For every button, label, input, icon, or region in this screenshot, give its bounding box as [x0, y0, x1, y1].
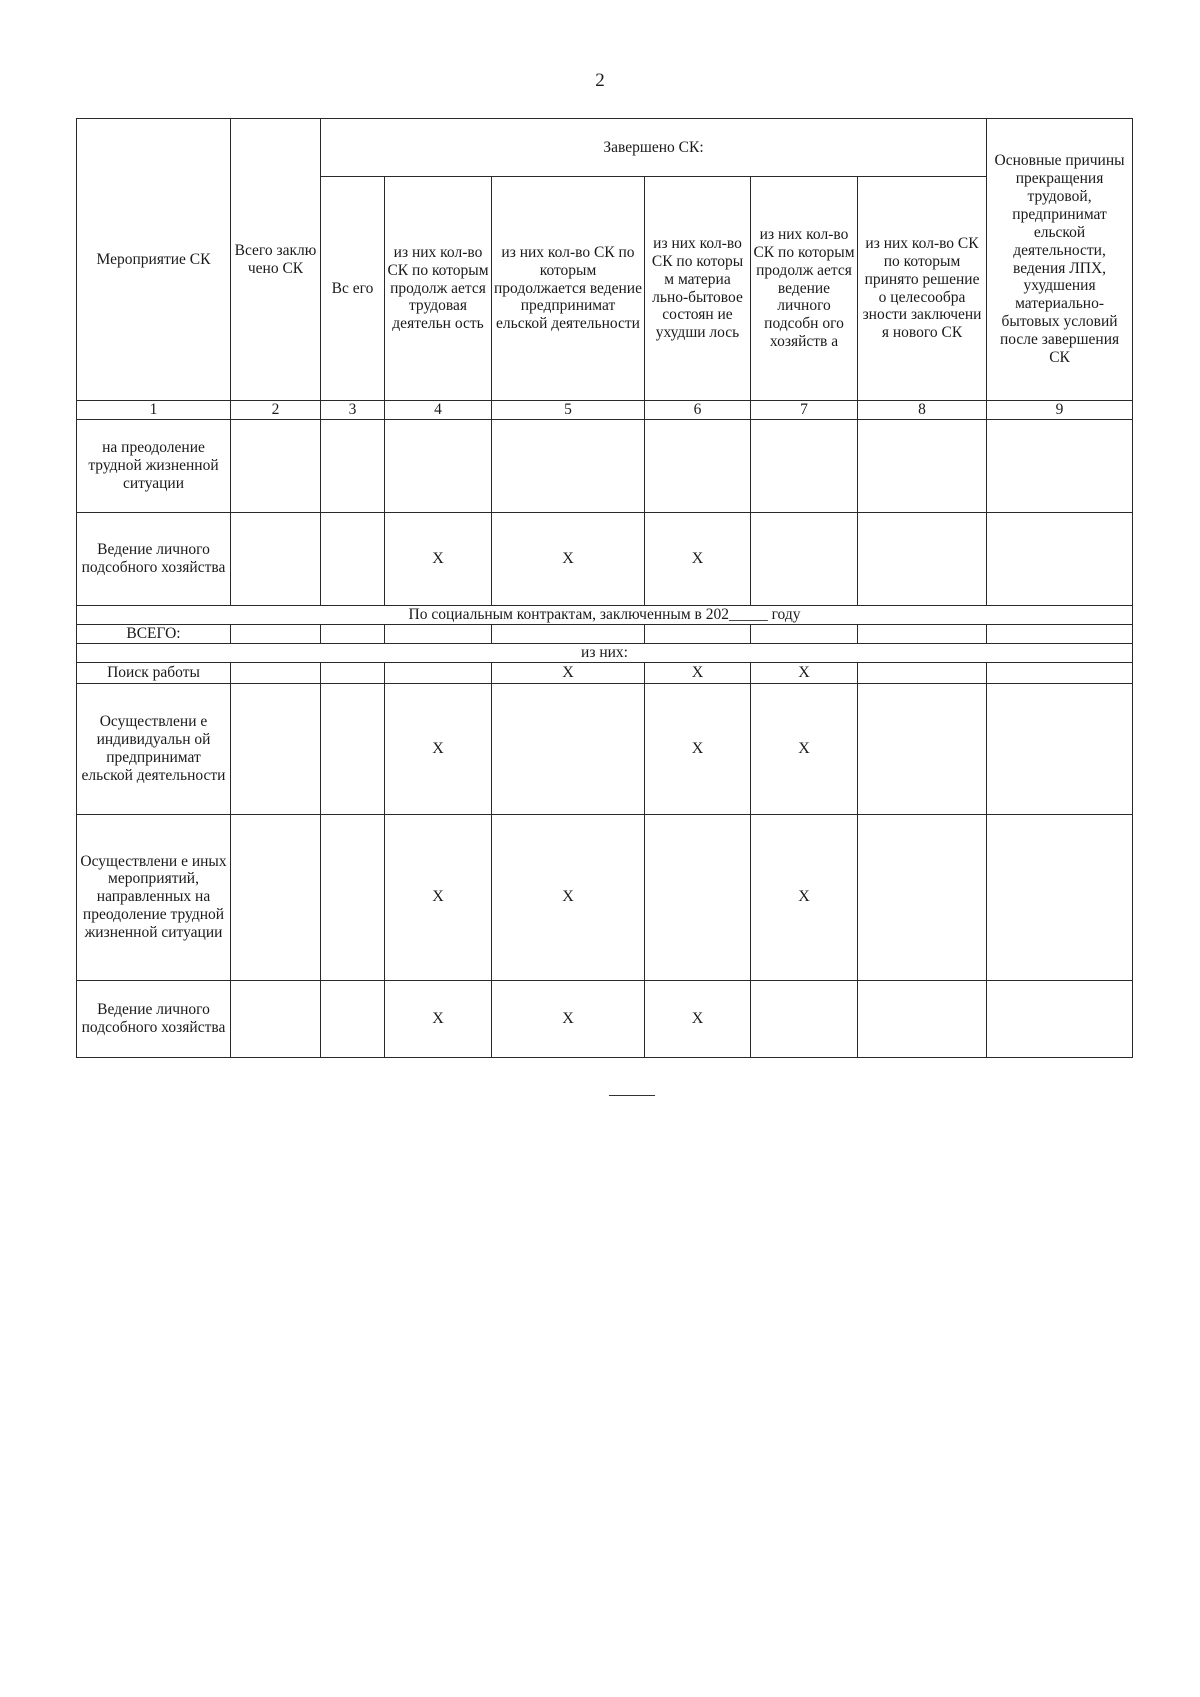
table-cell: [231, 683, 321, 814]
table-cell: X: [385, 980, 492, 1057]
table-cell: [751, 513, 858, 606]
table-cell: [858, 420, 987, 513]
of-them-row: [77, 643, 1133, 662]
table-cell: [645, 814, 751, 980]
column-number: 8: [858, 401, 987, 420]
table-cell: [321, 683, 385, 814]
column-number: 5: [492, 401, 645, 420]
table-cell: [858, 814, 987, 980]
table-cell: X: [385, 814, 492, 980]
row-label: Осуществлени е индивидуальн ой предпринимат ельской деятельности: [77, 683, 231, 814]
row-label: на преодоление трудной жизненной ситуации: [77, 420, 231, 513]
table-row: [77, 662, 1133, 683]
header-completed: Завершено СК:: [321, 119, 987, 177]
table-cell: [492, 420, 645, 513]
header-total-concluded: Всего заклю чено СК: [231, 119, 321, 401]
column-number-row: [77, 401, 1133, 420]
table-cell: [858, 683, 987, 814]
column-number: 4: [385, 401, 492, 420]
header-reasons: Основные причины прекращения трудовой, предпринимат ельской деятельности, ведения ЛПХ, ухудшения материально-бытовых условий после завершения СК: [987, 119, 1133, 401]
table-cell: [751, 980, 858, 1057]
table-cell: [231, 420, 321, 513]
table-cell: X: [751, 683, 858, 814]
table-cell: [231, 625, 321, 644]
header-completed-total: Вс его: [321, 177, 385, 401]
table-cell: [231, 513, 321, 606]
table-cell: [751, 420, 858, 513]
table-cell: [858, 662, 987, 683]
table-cell: [751, 625, 858, 644]
table-row: [77, 683, 1133, 814]
table-cell: [321, 814, 385, 980]
table-row: [77, 980, 1133, 1057]
column-number: 3: [321, 401, 385, 420]
column-number: 6: [645, 401, 751, 420]
total-row: [77, 625, 1133, 644]
table-cell: X: [492, 814, 645, 980]
table-cell: X: [385, 513, 492, 606]
table-cell: X: [385, 683, 492, 814]
header-business-continues: из них кол-во СК по которым продолжается ведение предпринимат ельской деятельности: [492, 177, 645, 401]
table-cell: [321, 420, 385, 513]
table-cell: X: [492, 662, 645, 683]
section-title-row: [77, 606, 1133, 625]
table-cell: [987, 420, 1133, 513]
page-number: 2: [595, 70, 605, 91]
table-cell: [321, 980, 385, 1057]
row-label: Ведение личного подсобного хозяйства: [77, 513, 231, 606]
table-cell: X: [645, 513, 751, 606]
table-cell: X: [751, 662, 858, 683]
table-cell: X: [492, 513, 645, 606]
row-label: Поиск работы: [77, 662, 231, 683]
table-cell: X: [751, 814, 858, 980]
table-cell: [492, 625, 645, 644]
column-number: 9: [987, 401, 1133, 420]
table-cell: [987, 683, 1133, 814]
table-row: [77, 420, 1133, 513]
table-cell: [645, 625, 751, 644]
row-label: Ведение личного подсобного хозяйства: [77, 980, 231, 1057]
table-cell: X: [645, 683, 751, 814]
table-cell: [231, 814, 321, 980]
column-number: 1: [77, 401, 231, 420]
table-row: [77, 814, 1133, 980]
table-cell: [987, 662, 1133, 683]
table-cell: [492, 683, 645, 814]
table-cell: [987, 625, 1133, 644]
column-number: 2: [231, 401, 321, 420]
table-cell: [858, 980, 987, 1057]
table-cell: [645, 420, 751, 513]
table-cell: X: [645, 662, 751, 683]
social-contract-report-table: [76, 118, 1133, 1058]
header-new-contract: из них кол-во СК по которым принято решение о целесообра зности заключени я нового СК: [858, 177, 987, 401]
table-cell: [231, 662, 321, 683]
table-cell: [385, 662, 492, 683]
table-cell: [321, 662, 385, 683]
table-cell: [987, 980, 1133, 1057]
table-row: [77, 513, 1133, 606]
total-label: ВСЕГО:: [77, 625, 231, 644]
column-number: 7: [751, 401, 858, 420]
table-cell: [858, 625, 987, 644]
table-cell: X: [492, 980, 645, 1057]
table-cell: X: [645, 980, 751, 1057]
end-of-document-divider: [609, 1095, 655, 1096]
row-label: Осуществлени е иных мероприятий, направленных на преодоление трудной жизненной ситуации: [77, 814, 231, 980]
header-living-worsened: из них кол-во СК по которы м материа льно-бытовое состоян ие ухудши лось: [645, 177, 751, 401]
header-farm-continues: из них кол-во СК по которым продолж ается ведение личного подсобн ого хозяйств а: [751, 177, 858, 401]
section-title: По социальным контрактам, заключенным в 202_____ году: [77, 606, 1133, 625]
table-cell: [231, 980, 321, 1057]
table-cell: [321, 513, 385, 606]
table-cell: [321, 625, 385, 644]
header-activity: Мероприятие СК: [77, 119, 231, 401]
of-them-label: из них:: [77, 643, 1133, 662]
header-row-top: [77, 119, 1133, 177]
header-work-continues: из них кол-во СК по которым продолж ается трудовая деятельн ость: [385, 177, 492, 401]
table-cell: [385, 625, 492, 644]
table-cell: [858, 513, 987, 606]
table-cell: [385, 420, 492, 513]
table-cell: [987, 513, 1133, 606]
table-cell: [987, 814, 1133, 980]
